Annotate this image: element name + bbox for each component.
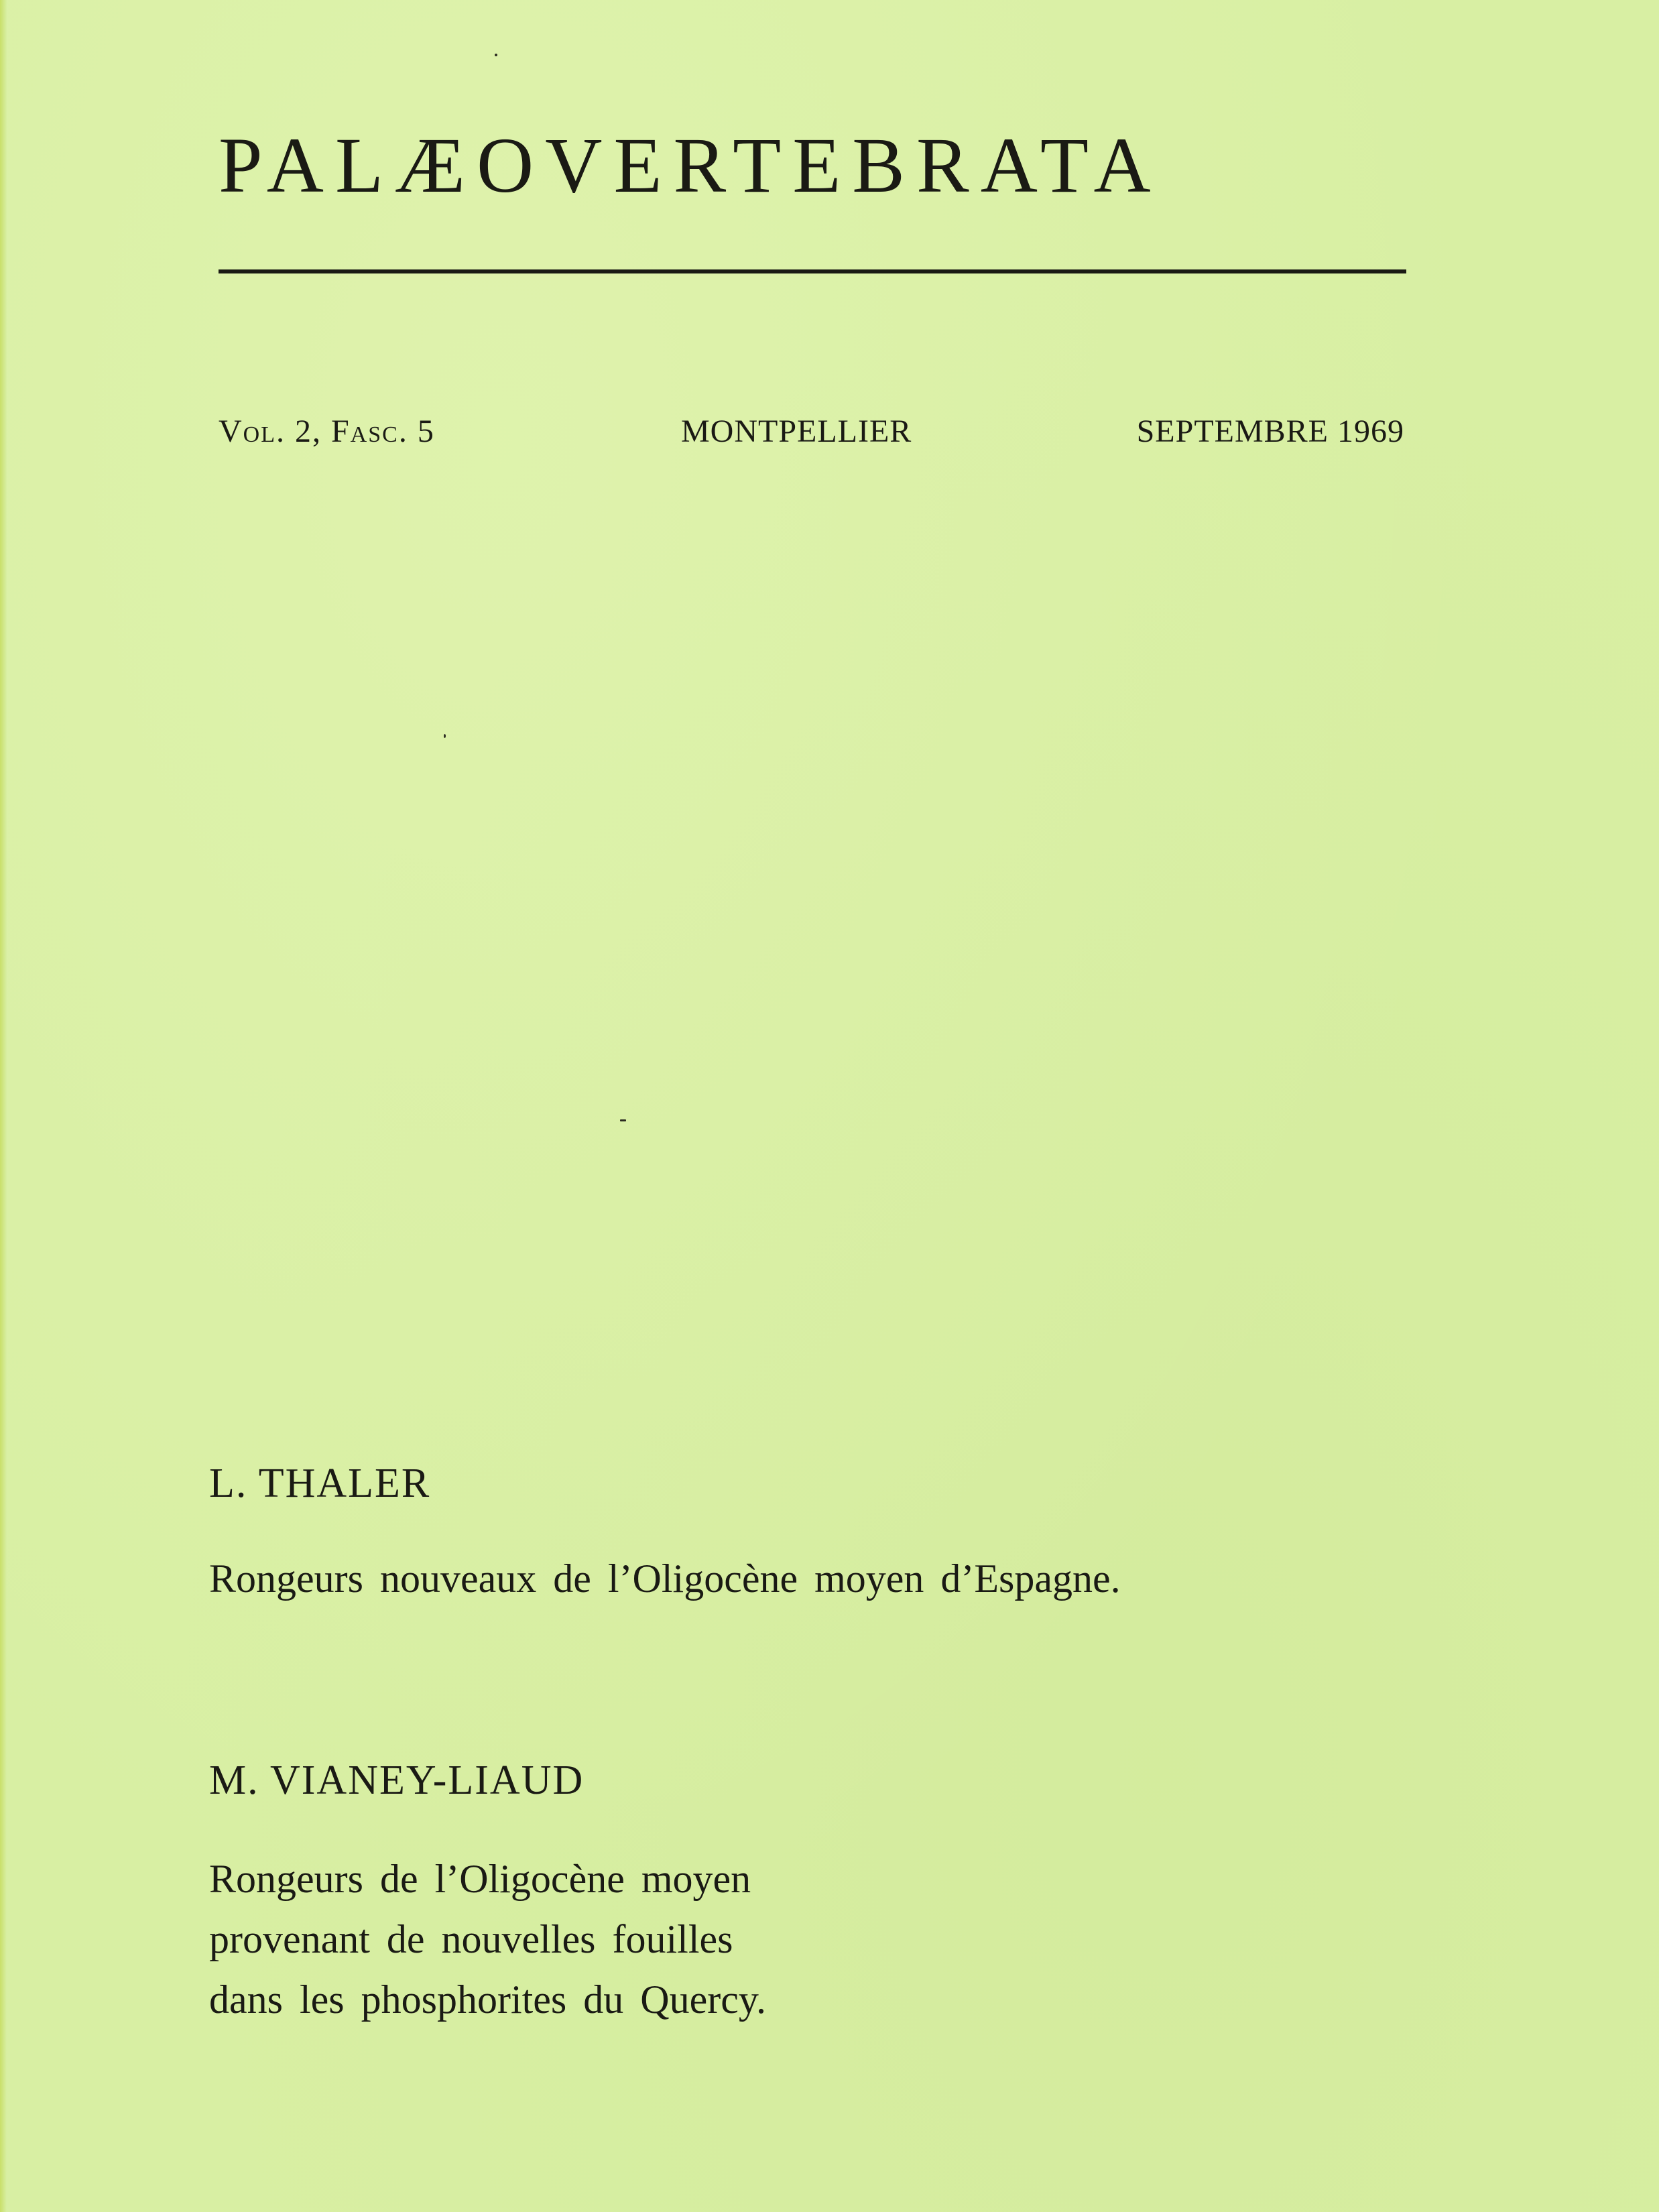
article-2-title-line: Rongeurs de l’Oligocène moyen bbox=[209, 1857, 751, 1901]
paper-speck bbox=[620, 1119, 626, 1121]
article-2-title-line: provenant de nouvelles fouilles bbox=[209, 1917, 733, 1961]
article-2-title bbox=[209, 1849, 766, 2030]
title-rule bbox=[219, 269, 1406, 273]
paper-speck bbox=[444, 734, 446, 738]
article-2-title-line: dans les phosphorites du Quercy. bbox=[209, 1977, 766, 2022]
journal-title: PALÆOVERTEBRATA bbox=[219, 121, 1162, 209]
volume-info: Vol. 2, Fasc. 5 bbox=[219, 414, 435, 449]
article-2-author: M. VIANEY-LIAUD bbox=[209, 1758, 585, 1803]
article-1-author: L. THALER bbox=[209, 1461, 431, 1506]
paper-speck bbox=[495, 54, 497, 56]
publication-date: SEPTEMBRE 1969 bbox=[1136, 414, 1404, 449]
article-1-title-line: Rongeurs nouveaux de l’Oligocène moyen d’Espagne. bbox=[209, 1556, 1121, 1601]
spine-edge bbox=[0, 0, 7, 2212]
publication-city: MONTPELLIER bbox=[681, 414, 912, 449]
article-1-title bbox=[209, 1548, 1121, 1609]
